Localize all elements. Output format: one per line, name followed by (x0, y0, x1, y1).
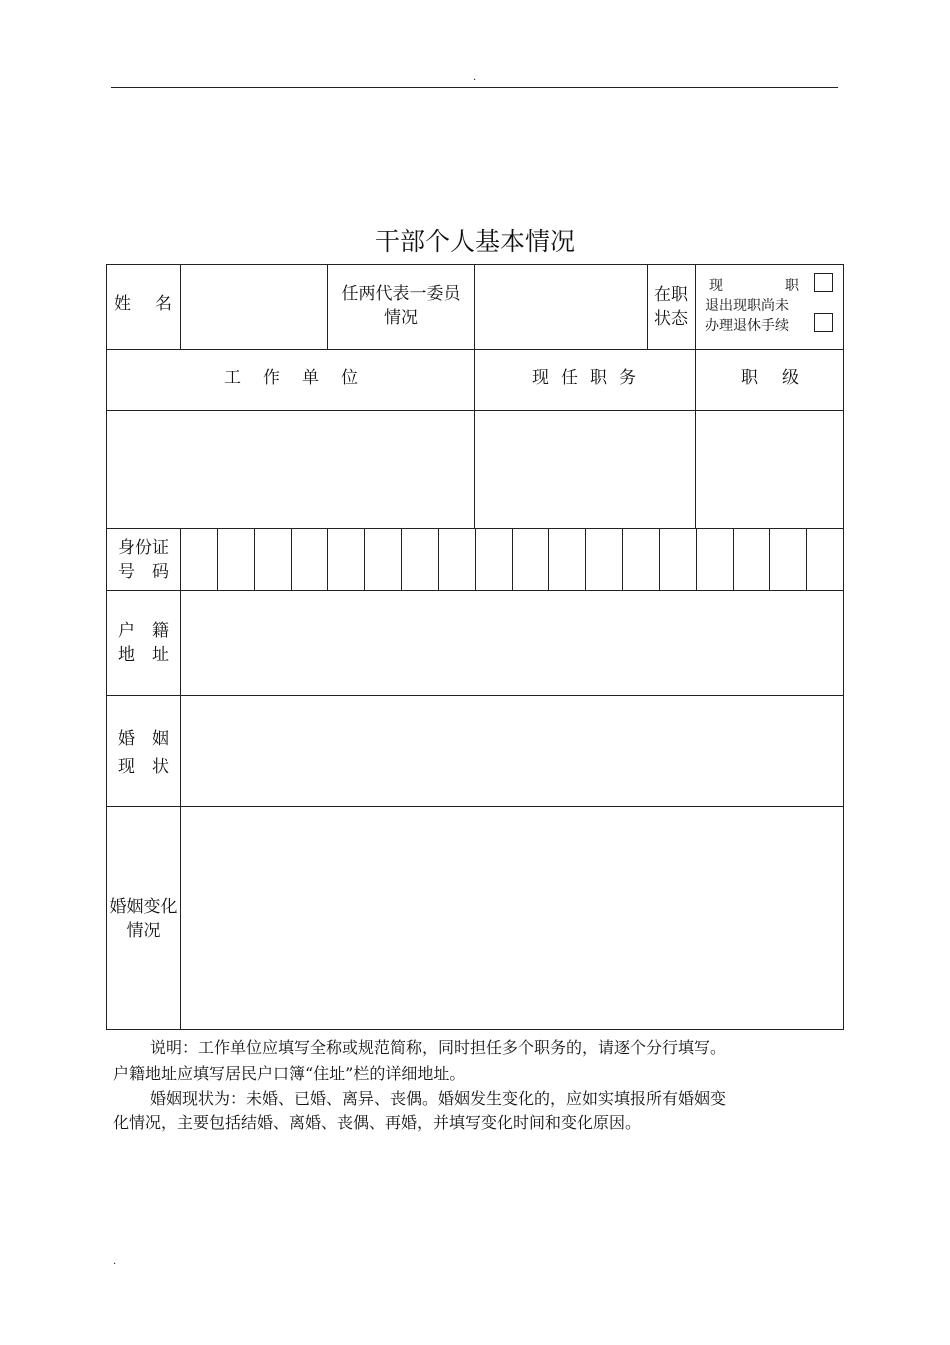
id-digit-cell[interactable] (623, 529, 659, 590)
id-digit-cell[interactable] (292, 529, 328, 590)
status-current-char: 现 (709, 278, 723, 294)
col-divider (474, 349, 475, 529)
col-divider (695, 264, 696, 350)
row-divider (106, 695, 844, 696)
position-char: 务 (619, 368, 636, 388)
col-divider (474, 264, 475, 350)
id-digit-cell[interactable] (181, 529, 217, 590)
marital-change-label (107, 895, 180, 943)
status-current-checkbox[interactable] (814, 273, 833, 292)
position-field[interactable] (476, 412, 694, 527)
table-border-top (106, 264, 844, 265)
row-divider (106, 590, 844, 591)
status-retired-checkbox[interactable] (814, 313, 833, 332)
representative-label-line: 情况 (384, 308, 418, 328)
status-retired-label (705, 296, 803, 336)
name-label (114, 292, 172, 316)
id-digit-cell[interactable] (807, 529, 843, 590)
household-label (107, 619, 180, 667)
marital-change-label-line: 婚姻变化 (109, 897, 178, 917)
rank-char: 级 (782, 368, 799, 388)
id-digit-cell[interactable] (660, 529, 696, 590)
note-line: 户籍地址应填写居民户口簿“住址”栏的详细地址。 (113, 1064, 466, 1083)
id-digit-cell[interactable] (734, 529, 770, 590)
position-char: 任 (561, 368, 578, 388)
representative-label (328, 282, 474, 330)
rank-header (741, 366, 799, 390)
work-unit-field[interactable] (108, 412, 473, 527)
household-label-line: 地 址 (118, 645, 169, 665)
note-line: 婚姻现状为：未婚、已婚、离异、丧偶。婚姻发生变化的，应如实填报所有婚姻变 (150, 1089, 727, 1108)
marital-status-label (107, 727, 180, 779)
col-divider (180, 264, 181, 350)
position-char: 现 (532, 368, 549, 388)
status-retired-line: 办理退休手续 (705, 318, 789, 334)
header-rule (111, 87, 838, 88)
work-unit-char: 工 (224, 368, 241, 388)
row-divider (106, 806, 844, 807)
id-digit-cell[interactable] (255, 529, 291, 590)
name-label-char: 名 (155, 294, 172, 314)
status-label (648, 283, 694, 331)
row-divider (106, 349, 844, 350)
marital-status-field[interactable] (182, 697, 842, 805)
household-label-line: 户 籍 (118, 621, 169, 641)
position-header (532, 366, 636, 390)
id-digit-cell[interactable] (697, 529, 733, 590)
id-digit-cell[interactable] (439, 529, 475, 590)
id-digit-cell[interactable] (586, 529, 622, 590)
name-label-char: 姓 (114, 294, 131, 314)
representative-label-line: 任两代表一委员 (341, 284, 461, 304)
representative-field[interactable] (476, 266, 646, 348)
status-label-line: 在职 (654, 285, 688, 305)
status-current-label (709, 276, 799, 296)
id-digit-cell[interactable] (402, 529, 438, 590)
status-retired-line: 退出现职尚未 (705, 298, 789, 314)
id-number-label-line: 身份证 (118, 538, 169, 558)
table-border-right (843, 264, 844, 1030)
page-title: 干部个人基本情况 (374, 227, 575, 256)
rank-field[interactable] (697, 412, 842, 527)
note-line: 说明：工作单位应填写全称或规范简称，同时担任多个职务的，请逐个分行填写。 (150, 1038, 727, 1057)
marital-change-field[interactable] (182, 808, 842, 1028)
status-current-char: 职 (785, 278, 799, 294)
id-number-label-line: 号 码 (118, 562, 169, 582)
header-mark: . (473, 72, 477, 83)
col-divider (180, 528, 181, 1030)
id-digit-cell[interactable] (549, 529, 585, 590)
marital-change-label-line: 情况 (126, 921, 161, 941)
position-char: 职 (590, 368, 607, 388)
work-unit-char: 作 (263, 368, 280, 388)
work-unit-header (224, 366, 358, 390)
col-divider (695, 349, 696, 529)
rank-char: 职 (741, 368, 758, 388)
note-line: 化情况，主要包括结婚、离婚、丧偶、再婚，并填写变化时间和变化原因。 (113, 1113, 642, 1132)
row-divider (106, 410, 844, 411)
id-digit-cell[interactable] (218, 529, 254, 590)
work-unit-char: 位 (341, 368, 358, 388)
footer-mark: . (113, 1256, 117, 1267)
name-field[interactable] (182, 266, 326, 348)
id-digit-cell[interactable] (770, 529, 806, 590)
work-unit-char: 单 (302, 368, 319, 388)
marital-status-label-line: 婚 姻 (118, 729, 169, 749)
id-digit-cell[interactable] (476, 529, 512, 590)
id-number-label (107, 536, 180, 584)
table-border-bottom (106, 1029, 844, 1030)
id-digit-cell[interactable] (328, 529, 364, 590)
status-label-line: 状态 (654, 309, 688, 329)
marital-status-label-line: 现 状 (118, 757, 169, 777)
id-digit-cell[interactable] (513, 529, 549, 590)
household-field[interactable] (182, 592, 842, 694)
id-digit-cell[interactable] (365, 529, 401, 590)
